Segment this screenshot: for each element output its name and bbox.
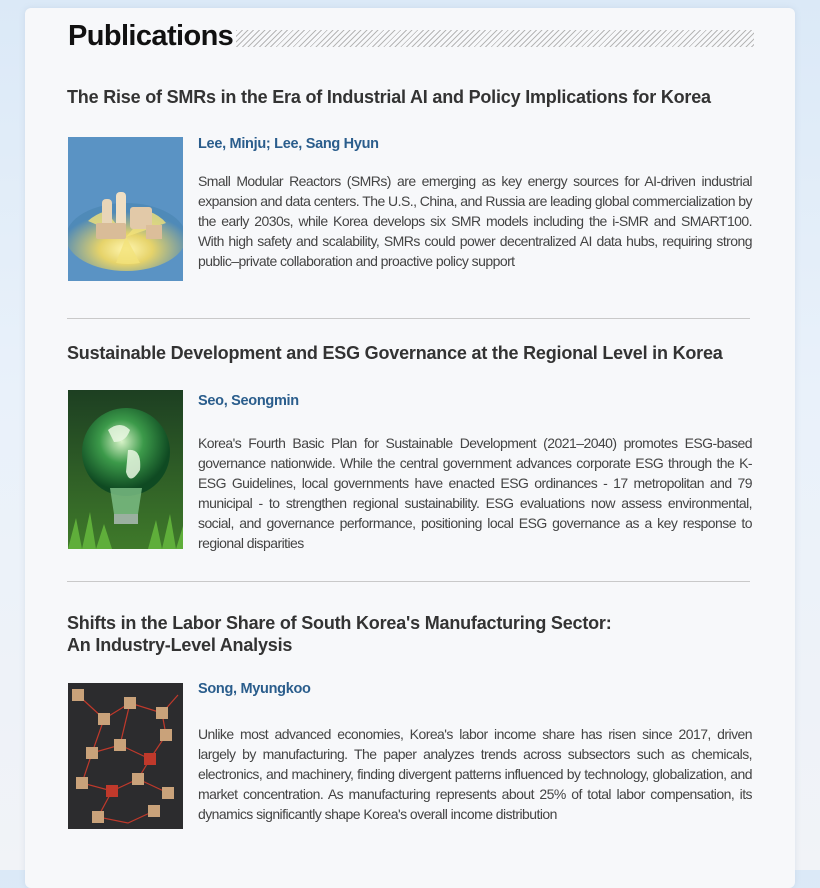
publication-authors[interactable]: Lee, Minju; Lee, Sang Hyun bbox=[198, 136, 379, 152]
publication-title-line: An Industry-Level Analysis bbox=[67, 635, 293, 655]
divider bbox=[67, 318, 750, 319]
publication-title[interactable] bbox=[67, 612, 612, 656]
title-hatch-decoration bbox=[236, 30, 754, 47]
section-title: Publications bbox=[68, 20, 234, 52]
publication-title-line: Shifts in the Labor Share of South Korea's Manufacturing Sector: bbox=[67, 613, 612, 633]
publication-title[interactable]: Sustainable Development and ESG Governance at the Regional Level in Korea bbox=[67, 343, 723, 363]
publication-title[interactable]: The Rise of SMRs in the Era of Industrial AI and Policy Implications for Korea bbox=[67, 87, 711, 107]
divider bbox=[67, 581, 750, 582]
publication-abstract: Korea's Fourth Basic Plan for Sustainable Development (2021–2040) promotes ESG-based governance nationwide. While the central government advances corporate ESG through the K-ESG Guidelines, local governments have enacted ESG ordinances - 17 metropolitan and 79 municipal - to strengthen regional sustainability. ESG evaluations now assess environmental, social, and governance performance, positioning local ESG governance as a key response to regional disparities bbox=[198, 435, 752, 551]
publication-authors[interactable]: Seo, Seongmin bbox=[198, 393, 299, 409]
people-network-image[interactable] bbox=[68, 683, 183, 829]
publication-abstract: Small Modular Reactors (SMRs) are emerging as key energy sources for AI-driven industrial expansion and data centers. The U.S., China, and Russia are leading global commercialization by the early 2030s, while Korea develops six SMR models including the i-SMR and SMART100. With high safety and scalability, SMRs could power decentralized AI data hubs, requiring strong public–private collaboration and proactive policy support bbox=[198, 173, 752, 269]
publication-authors[interactable]: Song, Myungkoo bbox=[198, 681, 311, 697]
green-globe-bulb-image[interactable] bbox=[68, 390, 183, 549]
publication-abstract: Unlike most advanced economies, Korea's labor income share has risen since 2017, driven largely by manufacturing. The paper analyzes trends across subsectors such as chemicals, electronics, and machinery, finding divergent patterns influenced by technology, globalization, and market concentration. As manufacturing represents about 25% of total labor compensation, its dynamics significantly shape Korea's overall income distribution bbox=[198, 726, 752, 822]
nuclear-reactor-image[interactable] bbox=[68, 137, 183, 281]
